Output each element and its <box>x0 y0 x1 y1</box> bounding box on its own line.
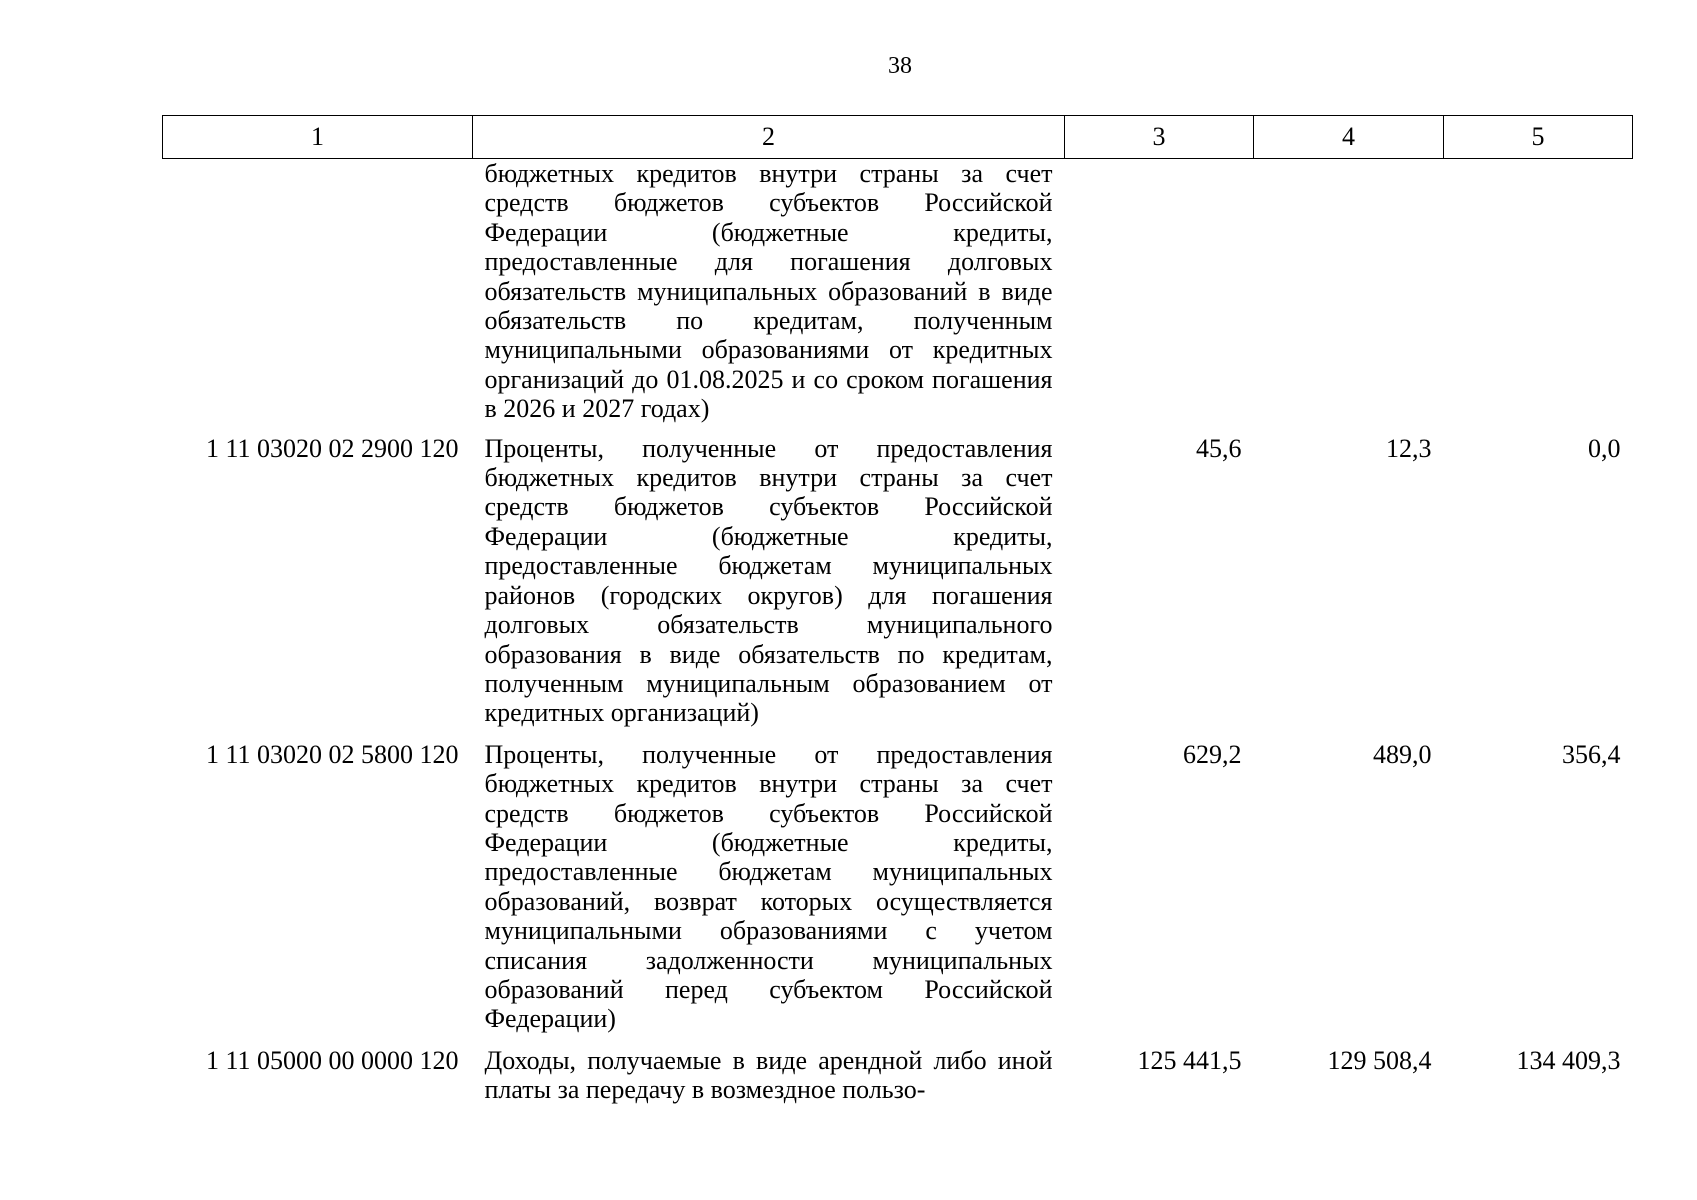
column-header-3: 3 <box>1065 116 1254 159</box>
row-code: 1 11 03020 02 5800 120 <box>205 739 459 769</box>
row-code: 1 11 05000 00 0000 120 <box>205 1045 459 1075</box>
row-value-col3: 125 441,5 <box>1137 1045 1242 1075</box>
column-header-4: 4 <box>1254 116 1444 159</box>
row-description: Проценты, полученные от предоставления бюджетных кредитов внутри страны за счет средств бюджетов субъектов Российской Федерации (бюджетные кредиты, предоставленные бюджетам муниципальных образований, возврат которых осуществляется муниципальными образованиями с учетом списания задолженности муниципальных образований перед субъектом Российской Федерации) <box>484 739 1053 1034</box>
table-row <box>163 1046 1633 1117</box>
column-header-2: 2 <box>473 116 1065 159</box>
row-value-col5 <box>1444 159 1633 434</box>
row-description: Доходы, получаемые в виде арендной либо иной платы за передачу в возмездное пользо- <box>484 1045 1053 1105</box>
row-value-col5: 134 409,3 <box>1516 1045 1621 1075</box>
page-number: 38 <box>888 53 912 79</box>
table-header <box>163 116 1633 159</box>
row-value-col3 <box>1065 159 1254 434</box>
column-header-1: 1 <box>163 116 473 159</box>
column-header-5: 5 <box>1444 116 1633 159</box>
row-value-col4: 489,0 <box>1373 739 1432 769</box>
row-value-col3: 45,6 <box>1196 433 1242 463</box>
row-code <box>163 159 473 434</box>
header-row <box>163 116 1633 159</box>
table-row <box>163 740 1633 1046</box>
row-description: бюджетных кредитов внутри страны за счет средств бюджетов субъектов Российской Федерации (бюджетные кредиты, предоставленные для погашения долговых обязательств муниципальных образований в виде обязательств по кредитам, полученным муниципальными образованиями от кредитных организаций до 01.08.2025 и со сроком погашения в 2026 и 2027 годах) <box>484 159 1053 424</box>
table-row <box>163 159 1633 434</box>
budget-table <box>162 115 1633 1117</box>
row-value-col4: 12,3 <box>1386 433 1432 463</box>
row-value-col3: 629,2 <box>1183 739 1242 769</box>
row-value-col5: 0,0 <box>1588 433 1621 463</box>
row-value-col4: 129 508,4 <box>1327 1045 1432 1075</box>
row-description: Проценты, полученные от предоставления бюджетных кредитов внутри страны за счет средств бюджетов субъектов Российской Федерации (бюджетные кредиты, предоставленные бюджетам муниципальных районов (городских округов) для погашения долговых обязательств муниципального образования в виде обязательств по кредитам, полученным муниципальным образованием от кредитных организаций) <box>484 433 1053 728</box>
row-code: 1 11 03020 02 2900 120 <box>205 433 459 463</box>
row-value-col4 <box>1254 159 1444 434</box>
row-value-col5: 356,4 <box>1562 739 1621 769</box>
table-body <box>163 159 1633 1117</box>
table-row <box>163 434 1633 740</box>
